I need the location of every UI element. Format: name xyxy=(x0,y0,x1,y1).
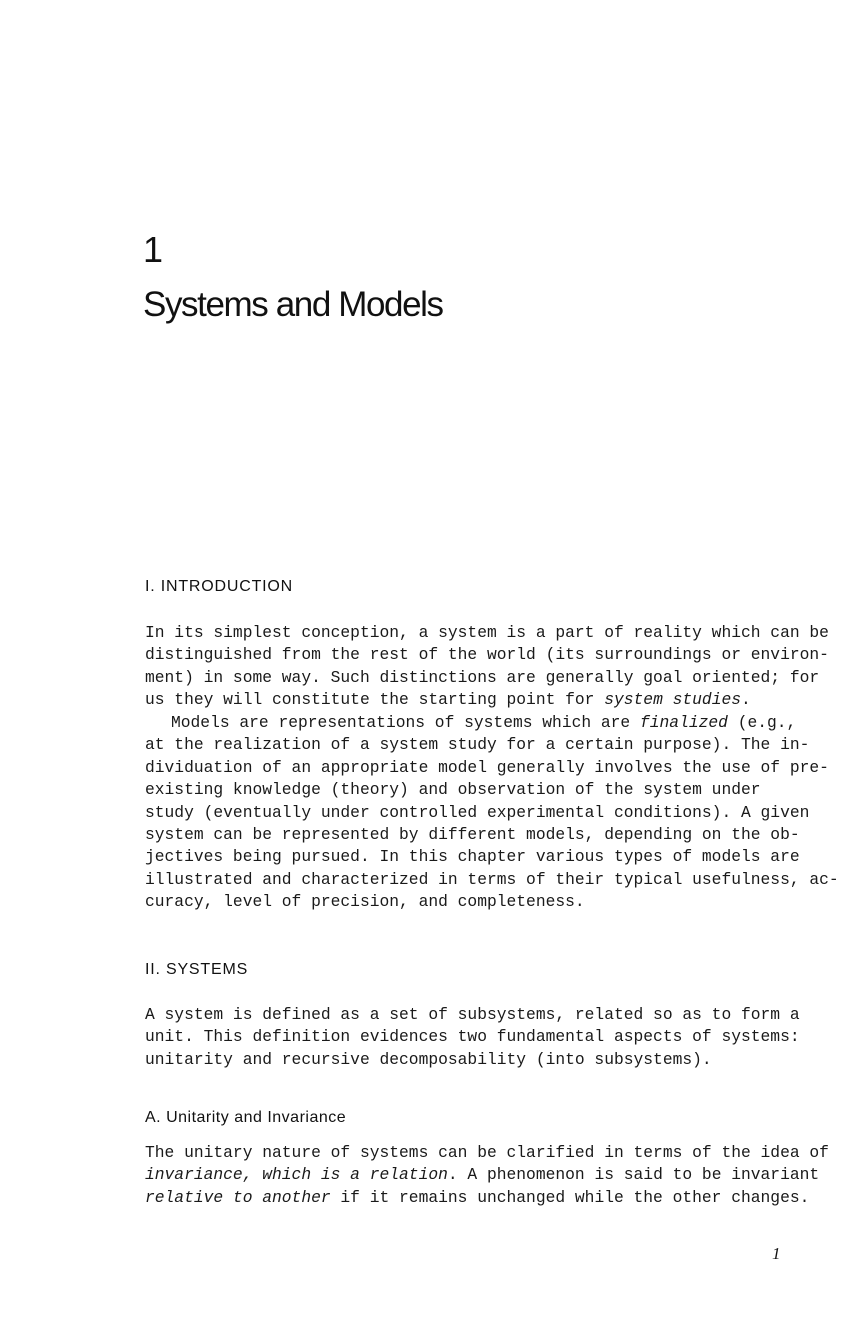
text-line: system can be represented by different models, depending on the ob- xyxy=(145,825,800,845)
text-line: illustrated and characterized in terms of their typical usefulness, ac- xyxy=(145,869,839,889)
text-line: In its simplest conception, a system is a part of reality which can be xyxy=(145,623,829,642)
text-line: curacy, level of precision, and completeness. xyxy=(145,892,585,912)
intro-paragraph-1 xyxy=(145,622,829,712)
section-heading-introduction: I. INTRODUCTION xyxy=(145,578,293,595)
emphasis-invariance: invariance, which is a relation xyxy=(145,1165,448,1185)
text-line: study (eventually under controlled experimental conditions). A given xyxy=(145,802,810,822)
unitarity-paragraph-1 xyxy=(145,1142,829,1209)
emphasis-system-studies: system studies xyxy=(604,690,742,710)
text-fragment: Models are representations of systems which are xyxy=(171,713,640,732)
systems-paragraph-1 xyxy=(145,1004,800,1071)
text-fragment: if it remains unchanged while the other changes. xyxy=(330,1187,810,1207)
chapter-number: 1 xyxy=(143,229,164,270)
text-line: dividuation of an appropriate model generally involves the use of pre- xyxy=(145,757,829,777)
page-number: 1 xyxy=(772,1244,781,1263)
text-fragment: (e.g., xyxy=(727,713,797,732)
emphasis-finalized: finalized xyxy=(639,713,728,732)
subsection-heading-unitarity: A. Unitarity and Invariance xyxy=(145,1109,347,1126)
text-line: jectives being pursued. In this chapter various types of models are xyxy=(145,847,800,867)
text-line: unit. This definition evidences two fundamental aspects of systems: xyxy=(145,1027,800,1047)
text-line: distinguished from the rest of the world (its surroundings or environ- xyxy=(145,645,829,665)
text-fragment: . A phenomenon is said to be invariant xyxy=(447,1165,820,1185)
text-line xyxy=(145,712,797,734)
intro-paragraph-2 xyxy=(145,712,839,914)
text-line: A system is defined as a set of subsystems, related so as to form a xyxy=(145,1005,800,1024)
section-heading-systems: II. SYSTEMS xyxy=(145,961,249,978)
text-line: The unitary nature of systems can be clarified in terms of the idea of xyxy=(145,1143,829,1162)
emphasis-relative-to-another: relative to another xyxy=(145,1187,331,1207)
text-line: ment) in some way. Such distinctions are generally goal oriented; for xyxy=(145,667,820,687)
text-line xyxy=(145,1164,820,1186)
text-line xyxy=(145,689,785,711)
text-line xyxy=(145,1187,810,1209)
text-fragment: us they will constitute the starting point for xyxy=(145,690,605,710)
chapter-title: Systems and Models xyxy=(143,285,443,324)
text-line: existing knowledge (theory) and observation of the system under xyxy=(145,780,761,800)
text-line: unitarity and recursive decomposability (into subsystems). xyxy=(145,1049,712,1069)
text-line: at the realization of a system study for a certain purpose). The in- xyxy=(145,735,810,755)
text-fragment: . xyxy=(741,690,751,710)
